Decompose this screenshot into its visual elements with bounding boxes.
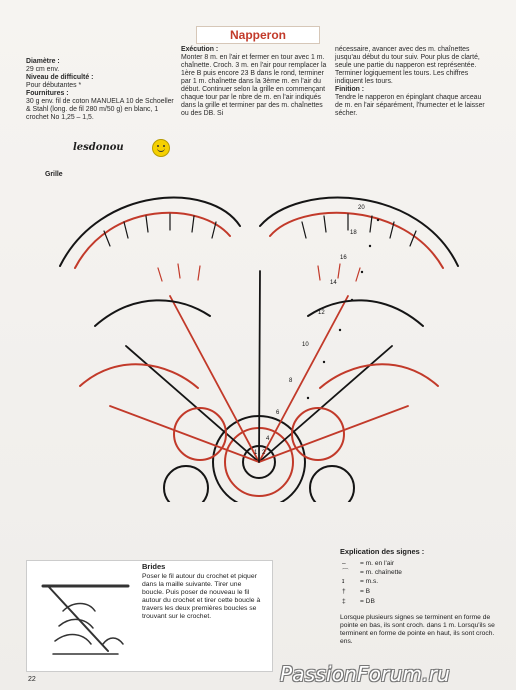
diametre-label: Diamètre : (26, 58, 60, 65)
round-12: 12 (318, 310, 325, 316)
round-2: 2 (262, 450, 266, 456)
sign-symbol: – (342, 560, 346, 567)
round-4: 4 (266, 436, 270, 442)
signs-title: Explication des signes : (340, 547, 425, 556)
execution-value: Monter 8 m. en l'air et fermer en tour avec 1 m. chaînette. Croch. 3 m. en l'air pour remplacer la 1ère B puis encore 23 B dans le rond, terminer par 1 m. chaînette dans la 3ème m. en l'air du début. Continuer selon la grille en commençant chaque tour par le nbre de m. en l'air indiqués dans la grille et terminer par des m. chaînettes ou des DB. Si (181, 54, 327, 117)
sign-symbol: ⌒ (342, 569, 349, 576)
brides-title: Brides (142, 562, 166, 571)
diametre-value: 29 cm env. (26, 66, 60, 73)
execution-label: Exécution : (181, 46, 219, 53)
crochet-chart (40, 176, 478, 502)
round-16: 16 (340, 255, 347, 261)
niveau-value: Pour débutantes * (26, 82, 82, 89)
brides-text: Poser le fil autour du crochet et piquer dans la maille suivante. Tirer une boucle. Puis poser de nouveau le fil autour du crochet et tirer cette boucle à travers les deux premières boucles se trouvant sur le crochet. (142, 573, 261, 620)
sign-label: = m. chaînette (360, 569, 402, 576)
round-8: 8 (289, 378, 293, 384)
round-18: 18 (350, 230, 357, 236)
sign-label: = m.s. (360, 578, 379, 585)
sign-label: = DB (360, 598, 375, 605)
sign-item (342, 578, 378, 586)
title-bar (196, 26, 320, 44)
page-title: Napperon (229, 28, 286, 42)
finition-value: Tendre le napperon en épinglant chaque arceau de m. en l'air séparément, l'humecter et le laisser sécher. (335, 94, 485, 117)
brand-label: lesdonou (73, 142, 124, 153)
round-10: 10 (302, 342, 309, 348)
round-14: 14 (330, 280, 337, 286)
sign-label: = m. en l'air (360, 560, 395, 567)
sign-symbol: ‡ (342, 598, 346, 605)
fournitures-value: 30 g env. fil de coton MANUELA 10 de Schoeller & Stahl (long. de fil 280 m/50 g) en blanc, 1 crochet No 1,25 – 1,5. (26, 98, 174, 121)
right-intro: nécessaire, avancer avec des m. chaînettes jusqu'au début du tour suiv. Pour plus de clarté, seule une partie du napperon est représentée. Terminer logiquement les tours. Les chiffres indiquent les tours. (335, 46, 480, 85)
sign-item (342, 569, 402, 577)
sign-item (342, 598, 375, 606)
middle-column (181, 46, 331, 118)
right-column (335, 46, 487, 118)
signs-note: Lorsque plusieurs signes se terminent en forme de pointe en bas, ils sont croch. dans 1 m. Lorsqu'ils se terminent en forme de pointe en haut, ils sont croch. ens. (340, 614, 495, 645)
sign-symbol: ɪ (342, 578, 345, 585)
round-1: 1 (254, 450, 258, 456)
fournitures-label: Fournitures : (26, 90, 69, 97)
round-20: 20 (358, 205, 365, 211)
left-column (26, 58, 176, 122)
brides-illustration (33, 566, 133, 661)
sign-item (342, 560, 394, 568)
niveau-label: Niveau de difficulté : (26, 74, 94, 81)
finition-label: Finition : (335, 86, 365, 93)
sign-symbol: † (342, 588, 346, 595)
round-6: 6 (276, 410, 280, 416)
page-number: 22 (28, 676, 36, 683)
grille-label: Grille (45, 171, 63, 178)
watermark: PassionForum.ru (280, 662, 451, 686)
sign-label: = B (360, 588, 371, 595)
sign-item (342, 588, 370, 596)
smiley-icon (152, 139, 170, 157)
